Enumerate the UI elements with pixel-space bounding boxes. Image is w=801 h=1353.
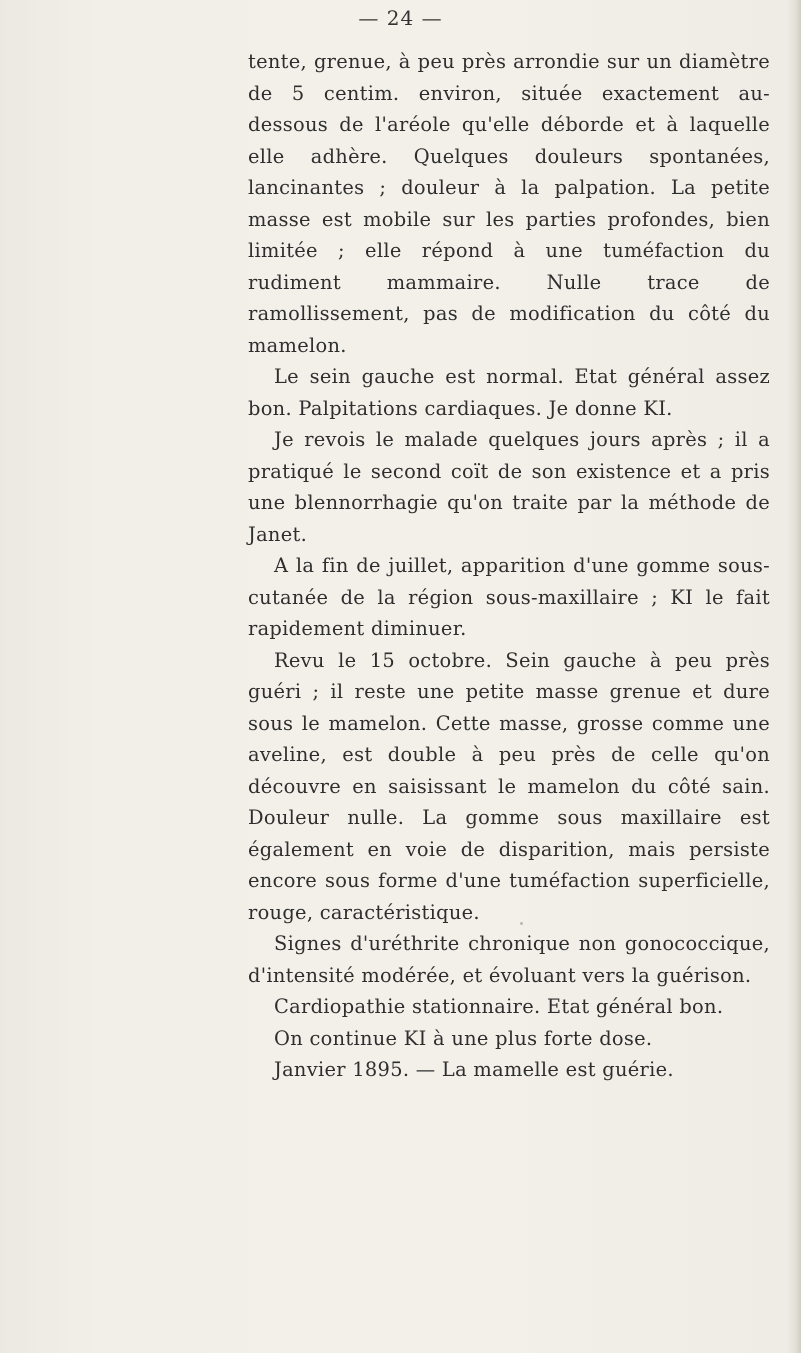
paragraph: Revu le 15 octobre. Sein gauche à peu près guéri ; il reste une petite masse grenue et dure sous le mamelon. Cette masse, grosse comme une aveline, est double à peu près de celle qu'on découvre en saisissant le mamelon du côté sain. Douleur nulle. La gomme sous maxillaire est également en voie de disparition, mais persiste encore sous forme d'une tuméfaction superficielle, rouge, caractéristique. — [248, 648, 770, 924]
paragraph: A la fin de juillet, apparition d'une gomme sous-cutanée de la région sous-maxillaire ; KI le fait rapidement diminuer. — [248, 554, 770, 640]
body-text — [248, 46, 770, 1086]
paragraph: Cardiopathie stationnaire. Etat général bon. — [274, 995, 724, 1018]
paragraph: Le sein gauche est normal. Etat général assez bon. Palpitations cardiaques. Je donne KI. — [248, 365, 770, 420]
paragraph: Janvier 1895. — La mamelle est guérie. — [274, 1058, 674, 1081]
paragraph: On continue KI à une plus forte dose. — [274, 1026, 653, 1050]
paragraph: Je revois le malade quelques jours après ; il a pratiqué le second coït de son existence et a pris une blennorrhagie qu'on traite par la méthode de Janet. — [248, 428, 770, 546]
paragraph: Signes d'uréthrite chronique non gonococcique, d'intensité modérée, et évoluant vers la guérison. — [248, 932, 770, 987]
paper-speck — [520, 922, 523, 925]
page-number: — 24 — — [358, 6, 443, 30]
page-edge-shadow — [787, 0, 801, 1353]
paragraph: tente, grenue, à peu près arrondie sur un diamètre de 5 centim. environ, située exactement au-dessous de l'aréole qu'elle déborde et à laquelle elle adhère. Quelques douleurs spontanées, lancinantes ; douleur à la palpation. La petite masse est mobile sur les parties profondes, bien limitée ; elle répond à une tuméfaction du rudiment mammaire. Nulle trace de ramollissement, pas de modification du côté du mamelon. — [248, 50, 770, 357]
